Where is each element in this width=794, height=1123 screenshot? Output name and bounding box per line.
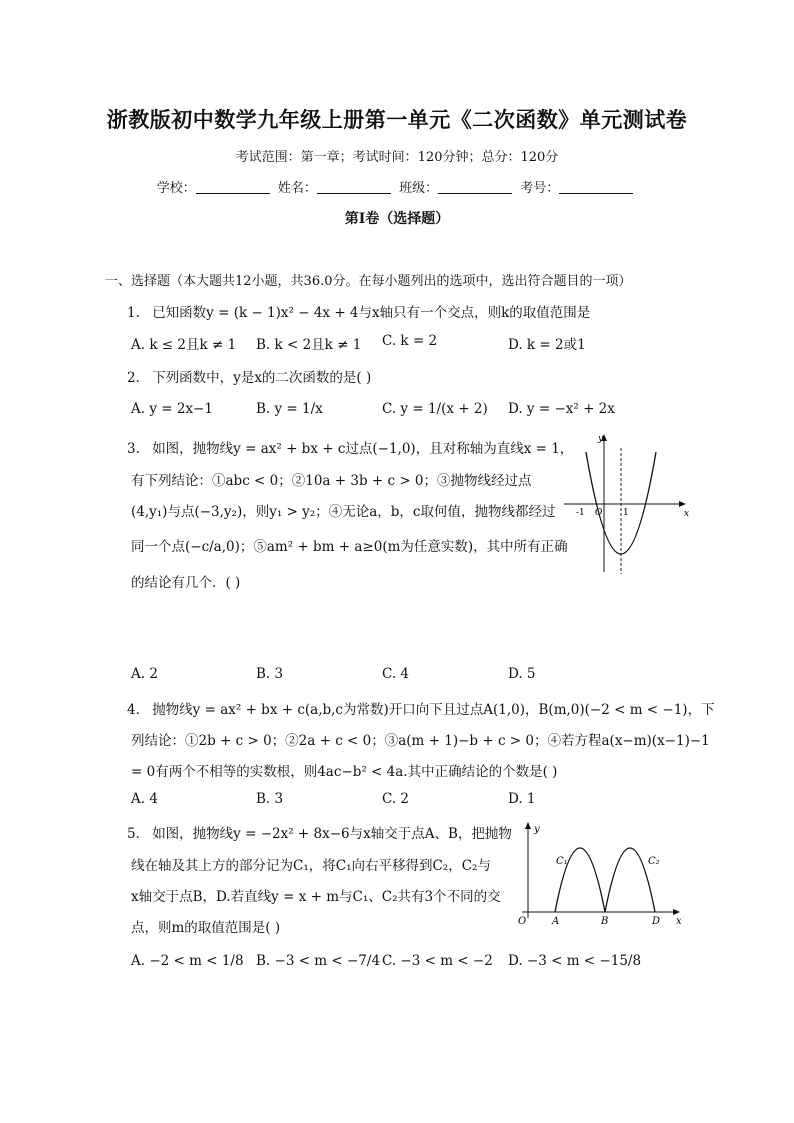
- option-d[interactable]: D. 1: [508, 791, 536, 807]
- class-label: 班级：: [399, 181, 439, 196]
- option-b[interactable]: B. y = 1/x: [256, 401, 323, 417]
- question-2: [127, 366, 371, 386]
- class-blank[interactable]: [438, 181, 512, 194]
- question-text-line-4: 同一个点(−c/a,0)；⑤am² + bm + a≥0(m为任意实数)，其中所有正确: [131, 539, 568, 555]
- question-number: 1.: [127, 305, 140, 321]
- option-b[interactable]: B. 3: [256, 791, 284, 807]
- question-number: 5.: [127, 826, 140, 842]
- tick-label-minus1: -1: [576, 508, 585, 518]
- question-text-line-1: 如图，抛物线y = ax² + bx + c过点(−1,0)，且对称轴为直线x = 1，: [152, 441, 574, 457]
- question-text-line-5: 的结论有几个．( ): [131, 575, 241, 591]
- option-a[interactable]: A. 4: [131, 791, 158, 807]
- question-text-line-2: 有下列结论：①abc < 0；②10a + 3b + c > 0；③抛物线经过点: [131, 473, 532, 489]
- option-a[interactable]: A. y = 2x−1: [131, 401, 213, 417]
- question-number: 3.: [127, 441, 140, 457]
- school-blank[interactable]: [196, 181, 270, 194]
- section-heading: 一、选择题（本大题共12小题，共36.0分。在每小题列出的选项中，选出符合题目的一项）: [105, 274, 632, 289]
- page-title: 浙教版初中数学九年级上册第一单元《二次函数》单元测试卷: [106, 107, 688, 132]
- axis-label-y: y: [598, 434, 604, 444]
- school-label: 学校：: [156, 181, 196, 196]
- axis-label-x: x: [684, 509, 690, 519]
- question-5: [127, 822, 512, 842]
- tick-label-1: 1: [623, 508, 629, 518]
- option-c[interactable]: C. 2: [382, 791, 410, 807]
- question-number: 2.: [127, 370, 140, 386]
- volume-heading: 第I卷（选择题）: [344, 211, 450, 227]
- option-d[interactable]: D. −3 < m < −15/8: [508, 953, 642, 969]
- question-text-line-3: (4,y₁)与点(−3,y₂)，则y₁ > y₂；④无论a，b，c取何值，抛物线都经过: [131, 504, 556, 520]
- question-text-line-1: 抛物线y = ax² + bx + c(a,b,c为常数)开口向下且过点A(1,0)，B(m,0)(−2 < m < −1)，下: [152, 702, 715, 718]
- option-b[interactable]: B. −3 < m < −7/4: [256, 953, 381, 969]
- axis-label-y: y: [534, 824, 540, 835]
- point-label-b: B: [601, 916, 609, 926]
- option-d[interactable]: D. k = 2或1: [508, 337, 586, 353]
- question-1: [127, 301, 590, 321]
- question-text: 已知函数y = (k − 1)x² − 4x + 4与x轴只有一个交点，则k的取值范围是: [152, 305, 591, 321]
- option-c[interactable]: C. 4: [382, 666, 410, 682]
- question-3: [127, 437, 573, 457]
- parabola-figure-q5: [512, 818, 688, 926]
- question-number: 4.: [127, 702, 140, 718]
- option-a[interactable]: A. k ≤ 2且k ≠ 1: [131, 337, 237, 353]
- question-text-line-3: = 0有两个不相等的实数根，则4ac−b² < 4a.其中正确结论的个数是( ): [131, 764, 558, 780]
- question-text-line-1: 如图，抛物线y = −2x² + 8x−6与x轴交于点A、B，把抛物: [152, 826, 512, 842]
- option-d[interactable]: D. y = −x² + 2x: [508, 401, 615, 417]
- option-b[interactable]: B. 3: [256, 666, 284, 682]
- origin-label: O: [595, 508, 603, 518]
- question-text-line-3: x轴交于点B，D.若直线y = x + m与C₁、C₂共有3个不同的交: [131, 889, 501, 905]
- id-label: 考号：: [520, 181, 560, 196]
- point-label-a: A: [552, 916, 560, 926]
- option-c[interactable]: C. −3 < m < −2: [382, 953, 493, 969]
- name-label: 姓名：: [277, 181, 317, 196]
- option-b[interactable]: B. k < 2且k ≠ 1: [256, 337, 362, 353]
- point-label-d: D: [652, 916, 661, 926]
- question-text: 下列函数中，y是x的二次函数的是( ): [152, 370, 372, 386]
- question-4: [127, 698, 715, 718]
- option-a[interactable]: A. 2: [131, 666, 158, 682]
- curve-label-c2: C₂: [648, 856, 660, 867]
- origin-label: O: [518, 916, 527, 926]
- option-d[interactable]: D. 5: [508, 666, 536, 682]
- id-blank[interactable]: [559, 181, 633, 194]
- option-c[interactable]: C. k = 2: [382, 333, 438, 349]
- option-c[interactable]: C. y = 1/(x + 2): [382, 401, 488, 417]
- curve-label-c1: C₁: [556, 856, 568, 867]
- question-text-line-2: 线在轴及其上方的部分记为C₁，将C₁向右平移得到C₂，C₂与: [131, 858, 491, 874]
- axis-label-x: x: [676, 916, 682, 926]
- question-text-line-4: 点，则m的取值范围是( ): [131, 920, 281, 936]
- parabola-figure-q3: [560, 428, 690, 576]
- option-a[interactable]: A. −2 < m < 1/8: [131, 953, 244, 969]
- name-blank[interactable]: [317, 181, 391, 194]
- student-fields: [0, 177, 794, 196]
- exam-info: 考试范围：第一章；考试时间：120分钟；总分：120分: [235, 150, 559, 165]
- question-text-line-2: 列结论：①2b + c > 0；②2a + c < 0；③a(m + 1)−b + c > 0；④若方程a(x−m)(x−1)−1: [131, 733, 710, 749]
